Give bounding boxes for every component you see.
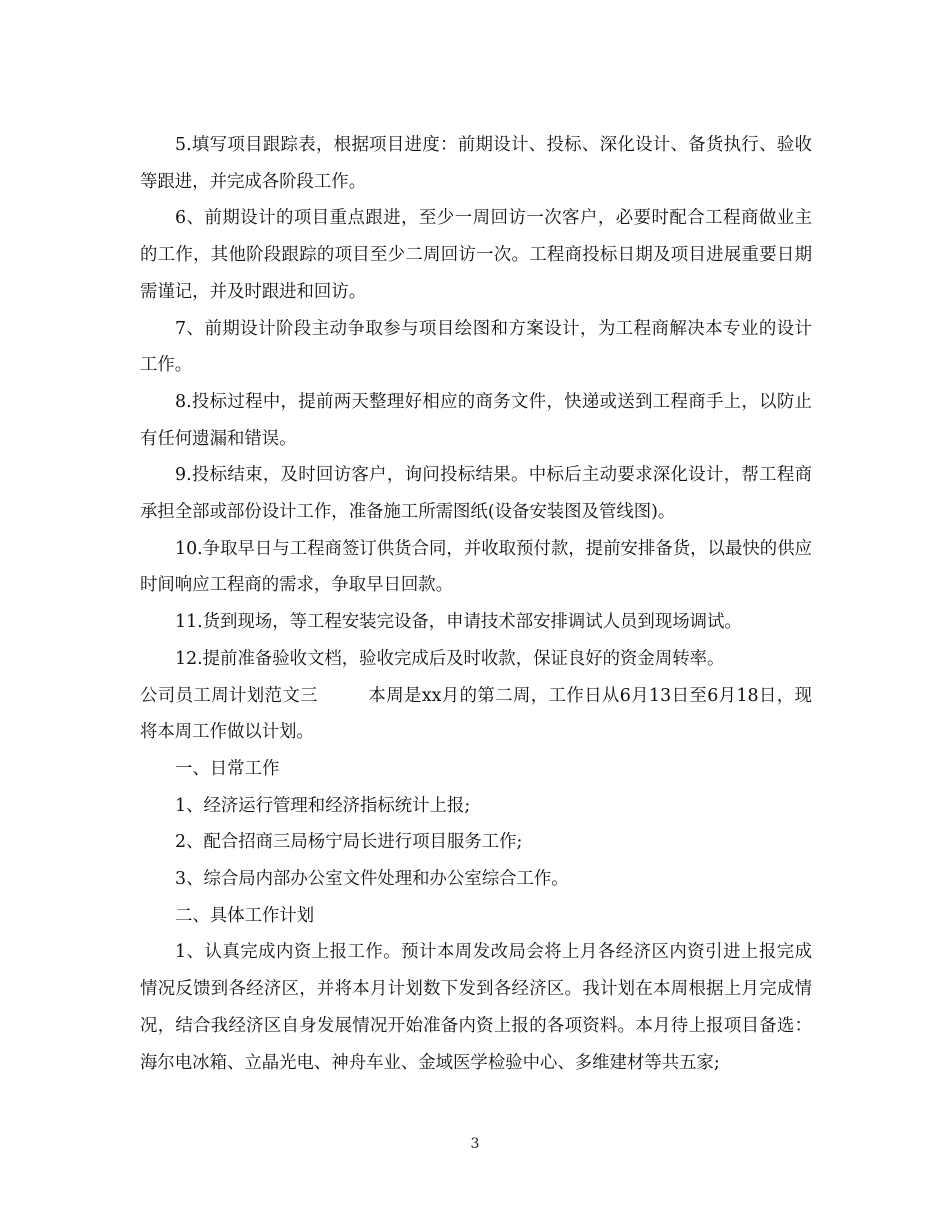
document-body	[140, 127, 812, 1081]
paragraph-item-9: 9.投标结束，及时回访客户，询问投标结果。中标后主动要求深化设计，帮工程商承担全部或部份设计工作，准备施工所需图纸(设备安装图及管线图)。	[140, 465, 812, 523]
paragraph-item-7: 7、前期设计阶段主动争取参与项目绘图和方案设计，为工程商解决本专业的设计工作。	[140, 318, 812, 376]
paragraph-item-10: 10.争取早日与工程商签订供货合同，并收取预付款，提前安排备货，以最快的供应时间响应工程商的需求，争取早日回款。	[140, 538, 812, 596]
work-plan-item-1: 1、认真完成内资上报工作。预计本周发改局会将上月各经济区内资引进上报完成情况反馈到各经济区，并将本月计划数下发到各经济区。我计划在本周根据上月完成情况，结合我经济区自身发展情况开始准备内资上报的各项资料。本月待上报项目备选：海尔电冰箱、立晶光电、神舟车业、金域医学检验中心、多维建材等共五家;	[140, 942, 812, 1073]
section-three-intro: 本周是xx月的第二周，工作日从6月13日至6月18日，现将本周工作做以计划。	[140, 685, 812, 743]
paragraph-item-12: 12.提前准备验收文档，验收完成后及时收款，保证良好的资金周转率。	[175, 648, 725, 669]
daily-work-item-1: 1、经济运行管理和经济指标统计上报;	[175, 795, 471, 816]
daily-work-item-3: 3、综合局内部办公室文件处理和办公室综合工作。	[175, 869, 569, 890]
paragraph-item-11: 11.货到现场，等工程安装完设备，申请技术部安排调试人员到现场调试。	[175, 612, 742, 633]
page-number: 3	[470, 1136, 480, 1152]
paragraph-item-8: 8.投标过程中，提前两天整理好相应的商务文件，快递或送到工程商手上，以防止有任何遗漏和错误。	[140, 391, 812, 449]
daily-work-item-2: 2、配合招商三局杨宁局长进行项目服务工作;	[175, 832, 523, 853]
daily-work-heading: 一、日常工作	[175, 758, 280, 779]
paragraph-item-5: 5.填写项目跟踪表，根据项目进度：前期设计、投标、深化设计、备货执行、验收等跟进，并完成各阶段工作。	[140, 135, 812, 192]
section-three-paragraph	[140, 678, 812, 751]
paragraph-item-6: 6、前期设计的项目重点跟进，至少一周回访一次客户，必要时配合工程商做业主的工作，其他阶段跟踪的项目至少二周回访一次。工程商投标日期及项目进展重要日期需谨记，并及时跟进和回访。	[140, 208, 812, 302]
work-plan-heading: 二、具体工作计划	[175, 905, 315, 926]
section-three-title: 公司员工周计划范文三	[140, 685, 318, 706]
